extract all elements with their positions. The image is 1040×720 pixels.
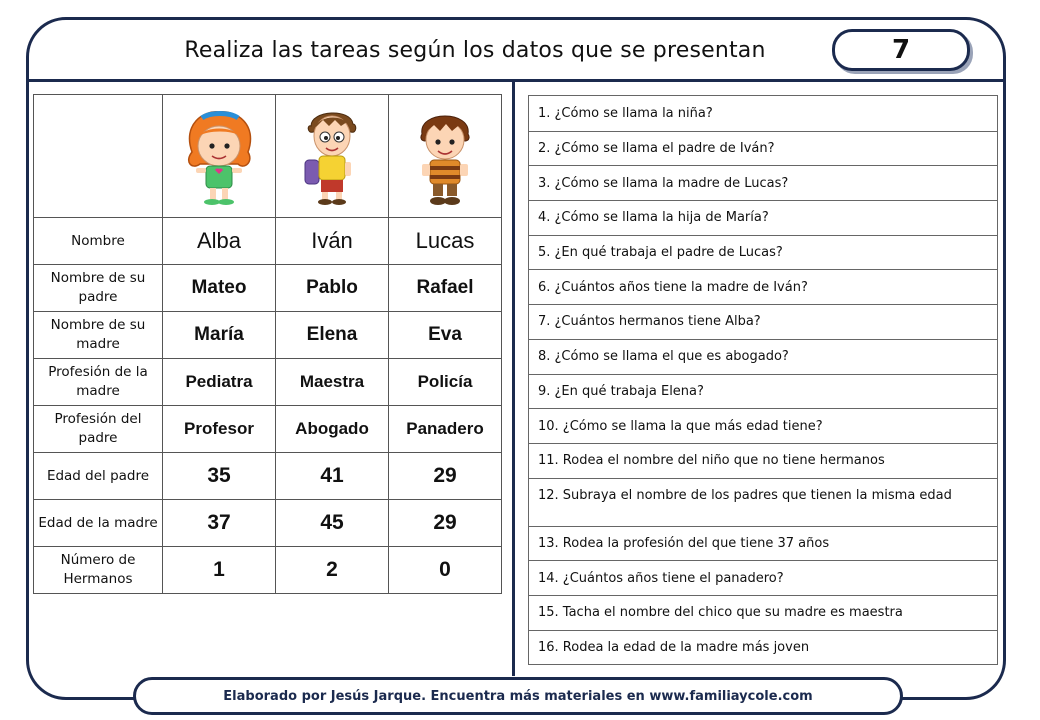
- question-item: 2. ¿Cómo se llama el padre de Iván?: [529, 131, 997, 166]
- family-data-table: [33, 94, 502, 594]
- father-age-cell: 35: [163, 453, 276, 500]
- question-list: [528, 95, 998, 665]
- row-label-father-job: Profesión del padre: [34, 406, 163, 453]
- father-job-cell: Profesor: [163, 406, 276, 453]
- siblings-cell: 2: [276, 547, 389, 594]
- title-rule: [29, 79, 1004, 82]
- siblings-cell: 0: [389, 547, 502, 594]
- row-label-father: Nombre de su padre: [34, 265, 163, 312]
- question-item: 7. ¿Cuántos hermanos tiene Alba?: [529, 304, 997, 339]
- row-label-father-age: Edad del padre: [34, 453, 163, 500]
- father-name-cell: Rafael: [389, 265, 502, 312]
- row-label-mother-job: Profesión de la madre: [34, 359, 163, 406]
- page-number-badge: 7: [832, 29, 970, 71]
- question-item: 14. ¿Cuántos años tiene el panadero?: [529, 560, 997, 595]
- row-mother-job: [34, 359, 502, 406]
- mother-age-cell: 37: [163, 500, 276, 547]
- illustration-row: [34, 95, 502, 218]
- mother-name-cell: María: [163, 312, 276, 359]
- question-item: 13. Rodea la profesión del que tiene 37 años: [529, 526, 997, 561]
- mother-age-cell: 29: [389, 500, 502, 547]
- row-label-siblings: Número de Hermanos: [34, 547, 163, 594]
- corner-cell: [34, 95, 163, 218]
- question-item: 3. ¿Cómo se llama la madre de Lucas?: [529, 165, 997, 200]
- father-age-cell: 41: [276, 453, 389, 500]
- row-label-mother: Nombre de su madre: [34, 312, 163, 359]
- question-item: [529, 478, 997, 526]
- child-name-cell: Lucas: [389, 218, 502, 265]
- father-job-cell: Abogado: [276, 406, 389, 453]
- question-item: 5. ¿En qué trabaja el padre de Lucas?: [529, 235, 997, 270]
- siblings-cell: 1: [163, 547, 276, 594]
- mother-job-cell: Policía: [389, 359, 502, 406]
- question-item: 6. ¿Cuántos años tiene la madre de Iván?: [529, 269, 997, 304]
- mother-name-cell: Elena: [276, 312, 389, 359]
- footer-credit: Elaborado por Jesús Jarque. Encuentra más materiales en www.familiaycole.com: [133, 677, 903, 715]
- father-job-cell: Panadero: [389, 406, 502, 453]
- row-mother-age: [34, 500, 502, 547]
- father-age-cell: 29: [389, 453, 502, 500]
- girl-orange-hair-icon: [174, 104, 264, 208]
- child-name-cell: Alba: [163, 218, 276, 265]
- question-text: 12. Subraya el nombre de los padres que tienen la misma edad: [538, 487, 952, 503]
- father-name-cell: Mateo: [163, 265, 276, 312]
- row-father: [34, 265, 502, 312]
- question-item: 16. Rodea la edad de la madre más joven: [529, 630, 997, 665]
- question-item: 15. Tacha el nombre del chico que su madre es maestra: [529, 595, 997, 630]
- illustration-cell: [163, 95, 276, 218]
- boy-striped-shirt-icon: [410, 104, 480, 208]
- question-item: 9. ¿En qué trabaja Elena?: [529, 374, 997, 409]
- question-item: 10. ¿Cómo se llama la que más edad tiene?: [529, 408, 997, 443]
- question-item: 1. ¿Cómo se llama la niña?: [538, 105, 713, 121]
- row-label-name: Nombre: [34, 218, 163, 265]
- page-title: Realiza las tareas según los datos que se presentan: [184, 38, 766, 63]
- child-name-cell: Iván: [276, 218, 389, 265]
- illustration-cell: [276, 95, 389, 218]
- father-name-cell: Pablo: [276, 265, 389, 312]
- illustration-cell: [389, 95, 502, 218]
- mother-job-cell: Pediatra: [163, 359, 276, 406]
- question-item: 8. ¿Cómo se llama el que es abogado?: [529, 339, 997, 374]
- mother-age-cell: 45: [276, 500, 389, 547]
- mother-name-cell: Eva: [389, 312, 502, 359]
- row-siblings: [34, 547, 502, 594]
- question-item: 4. ¿Cómo se llama la hija de María?: [529, 200, 997, 235]
- row-father-age: [34, 453, 502, 500]
- question-item: 11. Rodea el nombre del niño que no tiene hermanos: [529, 443, 997, 478]
- column-divider: [512, 81, 515, 676]
- row-father-job: [34, 406, 502, 453]
- row-label-mother-age: Edad de la madre: [34, 500, 163, 547]
- row-name: [34, 218, 502, 265]
- row-mother: [34, 312, 502, 359]
- mother-job-cell: Maestra: [276, 359, 389, 406]
- boy-backpack-icon: [297, 104, 367, 208]
